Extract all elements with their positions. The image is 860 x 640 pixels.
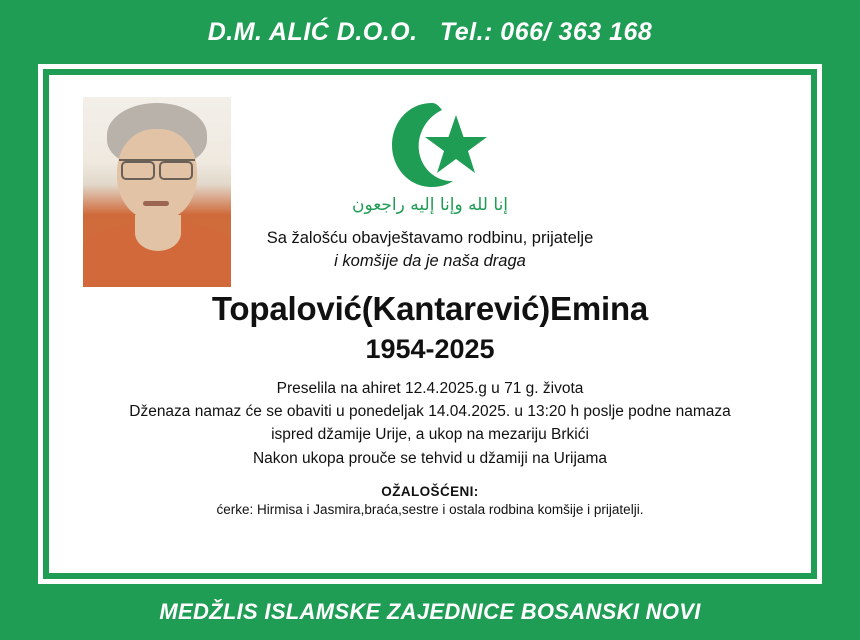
intro-line-1: Sa žalošću obavještavamo rodbinu, prijatelje — [266, 229, 594, 247]
organization-footer-text: MEDŽLIS ISLAMSKE ZAJEDNICE BOSANSKI NOVI — [159, 599, 701, 624]
glasses-icon — [119, 159, 195, 177]
detail-line: Dženaza namaz će se obaviti u ponedeljak 14.04.2025. u 13:20 h poslje podne namaza — [129, 403, 731, 421]
bottom-banner — [0, 584, 860, 640]
deceased-name: Topalović(Kantarević)Emina — [211, 289, 649, 327]
portrait-collar — [135, 215, 181, 251]
top-banner — [0, 0, 860, 64]
crescent-and-star-icon — [370, 97, 490, 193]
mourners-title: OŽALOŠĆENI: — [381, 483, 479, 499]
portrait-mouth — [143, 201, 169, 206]
detail-line: Preselila na ahiret 12.4.2025.g u 71 g. života — [276, 379, 584, 397]
deceased-years: 1954-2025 — [365, 333, 495, 364]
portrait-photo — [83, 97, 231, 287]
intro-line-2: i komšije da je naša draga — [334, 252, 526, 271]
funeral-details — [71, 377, 789, 470]
arabic-calligraphy: إنا لله وإنا إليه راجعون — [351, 195, 509, 215]
detail-line: Nakon ukopa prouče se tehvid u džamiji na Urijama — [252, 449, 608, 467]
detail-line: ispred džamije Urije, a ukop na mezariju Brkići — [271, 426, 589, 444]
poster-frame — [38, 64, 822, 584]
notice-card — [49, 75, 811, 573]
company-header-text: D.M. ALIĆ D.O.O. Tel.: 066/ 363 168 — [207, 17, 653, 46]
mourners-list: ćerke: Hirmisa i Jasmira,braća,sestre i ostala rodbina komšije i prijatelji. — [216, 501, 644, 517]
